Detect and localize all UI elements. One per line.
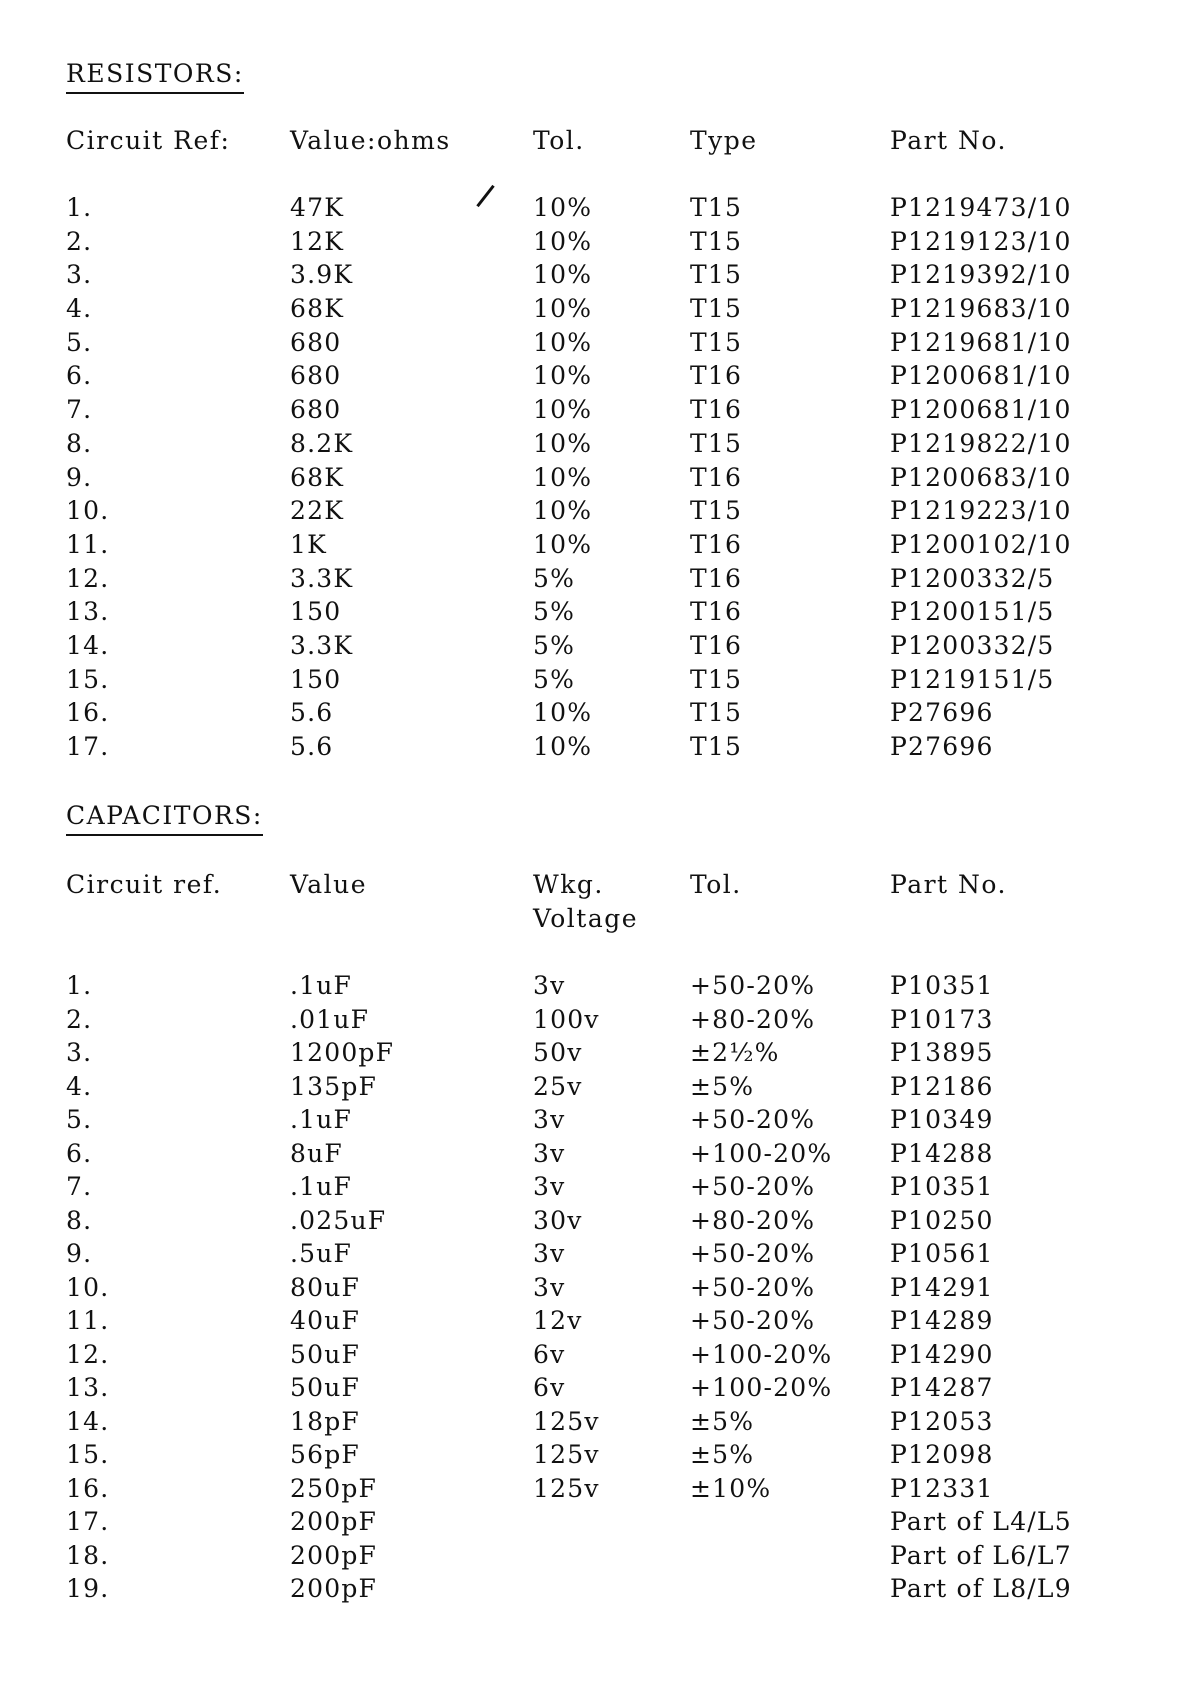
resistor-cell-circuit-ref: 7.	[66, 395, 93, 425]
capacitor-cell-circuit-ref: 14.	[66, 1406, 110, 1436]
resistor-cell-value: 12K	[290, 226, 345, 256]
capacitor-row	[0, 1539, 1191, 1573]
capacitors-col-circuit-ref: Circuit ref.	[66, 870, 223, 899]
capacitor-row	[0, 1304, 1191, 1338]
capacitor-cell-circuit-ref: 5.	[66, 1105, 93, 1134]
resistor-cell-col3: 5%	[533, 630, 576, 660]
resistor-cell-col3: 10%	[533, 361, 593, 391]
capacitor-cell-circuit-ref: 8.	[66, 1205, 93, 1235]
capacitor-cell-col4: +100-20%	[690, 1339, 833, 1369]
resistor-cell-col4: T16	[690, 395, 743, 425]
resistor-cell-part-no: P1200102/10	[890, 529, 1072, 559]
resistor-cell-col4: T15	[690, 260, 743, 290]
capacitor-cell-col3: 125v	[533, 1406, 600, 1436]
resistor-cell-part-no: P1219392/10	[890, 260, 1072, 290]
capacitor-row	[0, 1204, 1191, 1238]
capacitor-cell-col4: +50-20%	[690, 1306, 816, 1335]
capacitor-cell-part-no: P12098	[890, 1440, 994, 1469]
resistor-cell-circuit-ref: 13.	[66, 597, 110, 627]
resistor-cell-value: 150	[290, 597, 342, 627]
capacitor-cell-col3: 30v	[533, 1205, 583, 1235]
capacitor-cell-part-no: P10349	[890, 1105, 994, 1134]
capacitor-cell-col4: +50-20%	[690, 1272, 816, 1302]
resistors-heading: RESISTORS:	[66, 58, 244, 94]
resistor-cell-part-no: P1200681/10	[890, 395, 1072, 425]
capacitor-cell-circuit-ref: 15.	[66, 1440, 110, 1469]
resistor-row	[0, 225, 1191, 259]
resistor-cell-col3: 10%	[533, 395, 593, 425]
capacitor-cell-circuit-ref: 13.	[66, 1373, 110, 1402]
resistor-cell-value: 1K	[290, 529, 327, 559]
capacitor-cell-part-no: P10561	[890, 1239, 994, 1268]
resistor-cell-col4: T15	[690, 698, 743, 728]
capacitor-cell-value: 135pF	[290, 1071, 378, 1101]
resistor-row	[0, 595, 1191, 629]
resistor-row	[0, 629, 1191, 663]
resistor-cell-value: 22K	[290, 496, 345, 526]
resistor-cell-circuit-ref: 2.	[66, 226, 93, 256]
resistors-col-tol: Tol.	[533, 126, 585, 155]
resistor-cell-col3: 10%	[533, 327, 593, 357]
resistor-cell-value: 3.3K	[290, 630, 354, 660]
resistor-cell-value: 680	[290, 395, 342, 425]
resistor-row	[0, 696, 1191, 730]
resistor-cell-col3: 10%	[533, 193, 593, 222]
capacitors-col-value: Value	[290, 870, 368, 899]
capacitor-cell-value: 200pF	[290, 1574, 378, 1603]
capacitor-row	[0, 1003, 1191, 1037]
resistor-cell-col3: 10%	[533, 732, 593, 761]
resistor-cell-col4: T16	[690, 462, 743, 492]
resistor-cell-col3: 5%	[533, 597, 576, 627]
capacitor-cell-col4: ±5%	[690, 1440, 755, 1469]
capacitor-cell-value: 200pF	[290, 1540, 378, 1570]
resistor-cell-part-no: P1219683/10	[890, 294, 1072, 324]
resistor-cell-value: 680	[290, 327, 342, 357]
resistor-cell-value: 150	[290, 664, 342, 694]
capacitor-cell-col4: ±10%	[690, 1473, 772, 1503]
resistor-cell-part-no: P1200332/5	[890, 630, 1055, 660]
capacitor-cell-value: 56pF	[290, 1440, 360, 1469]
capacitor-cell-part-no: P14290	[890, 1339, 994, 1369]
capacitors-heading: CAPACITORS:	[66, 800, 263, 836]
capacitor-cell-value: .1uF	[290, 1172, 353, 1201]
resistor-cell-col3: 10%	[533, 529, 593, 559]
capacitor-cell-part-no: P14288	[890, 1138, 994, 1168]
resistor-row	[0, 663, 1191, 697]
capacitor-cell-circuit-ref: 11.	[66, 1306, 110, 1335]
capacitor-cell-part-no: Part of L8/L9	[890, 1574, 1072, 1603]
resistor-cell-value: 8.2K	[290, 428, 354, 458]
capacitor-cell-circuit-ref: 3.	[66, 1038, 93, 1067]
resistor-cell-value: 47K	[290, 193, 345, 222]
resistor-cell-col4: T15	[690, 226, 743, 256]
capacitors-col-wkg: Wkg.	[533, 870, 604, 899]
capacitor-cell-circuit-ref: 12.	[66, 1339, 110, 1369]
capacitor-cell-part-no: P13895	[890, 1038, 994, 1067]
resistors-col-circuit-ref: Circuit Ref:	[66, 126, 231, 155]
resistor-cell-col4: T16	[690, 529, 743, 559]
capacitor-cell-part-no: P12331	[890, 1473, 994, 1503]
capacitor-cell-value: .025uF	[290, 1205, 387, 1235]
capacitor-cell-circuit-ref: 6.	[66, 1138, 93, 1168]
capacitor-cell-col4: +50-20%	[690, 971, 816, 1000]
capacitor-cell-value: 8uF	[290, 1138, 343, 1168]
capacitor-cell-part-no: P14289	[890, 1306, 994, 1335]
capacitor-cell-value: .1uF	[290, 1105, 353, 1134]
capacitor-cell-part-no: P14287	[890, 1373, 994, 1402]
capacitor-row	[0, 1338, 1191, 1372]
resistor-row	[0, 562, 1191, 596]
capacitor-cell-value: 200pF	[290, 1507, 378, 1536]
capacitor-cell-part-no: P10173	[890, 1004, 994, 1034]
resistor-cell-col3: 5%	[533, 664, 576, 694]
resistor-cell-circuit-ref: 14.	[66, 630, 110, 660]
resistor-cell-circuit-ref: 4.	[66, 294, 93, 324]
resistor-cell-col3: 10%	[533, 428, 593, 458]
resistor-cell-col4: T15	[690, 664, 743, 694]
capacitor-row	[0, 1572, 1191, 1606]
capacitor-row	[0, 969, 1191, 1003]
capacitor-cell-col3: 125v	[533, 1440, 600, 1469]
resistor-cell-circuit-ref: 9.	[66, 462, 93, 492]
resistor-cell-circuit-ref: 11.	[66, 529, 110, 559]
capacitor-row	[0, 1070, 1191, 1104]
resistor-cell-col3: 5%	[533, 563, 576, 593]
capacitor-cell-value: 50uF	[290, 1339, 361, 1369]
resistor-cell-part-no: P1219822/10	[890, 428, 1072, 458]
resistor-cell-part-no: P1200332/5	[890, 563, 1055, 593]
capacitor-cell-col3: 3v	[533, 1272, 566, 1302]
capacitor-cell-col4: +100-20%	[690, 1373, 833, 1402]
capacitor-cell-value: .01uF	[290, 1004, 370, 1034]
resistor-cell-circuit-ref: 15.	[66, 664, 110, 694]
capacitor-cell-col4: +80-20%	[690, 1205, 816, 1235]
capacitor-cell-circuit-ref: 9.	[66, 1239, 93, 1268]
capacitor-row	[0, 1103, 1191, 1137]
capacitor-cell-col4: ±2½%	[690, 1038, 780, 1067]
resistor-row	[0, 326, 1191, 360]
capacitor-row	[0, 1237, 1191, 1271]
capacitor-cell-part-no: P14291	[890, 1272, 994, 1302]
resistor-cell-part-no: P1219151/5	[890, 664, 1055, 694]
resistor-cell-part-no: P1219473/10	[890, 193, 1072, 222]
capacitor-cell-col3: 3v	[533, 1239, 566, 1268]
capacitor-cell-value: .1uF	[290, 971, 353, 1000]
capacitor-cell-circuit-ref: 19.	[66, 1574, 110, 1603]
capacitor-cell-circuit-ref: 2.	[66, 1004, 93, 1034]
resistor-cell-value: 5.6	[290, 698, 334, 728]
capacitor-cell-col3: 3v	[533, 971, 566, 1000]
resistor-cell-part-no: P1200683/10	[890, 462, 1072, 492]
capacitor-cell-col4: ±5%	[690, 1406, 755, 1436]
capacitor-cell-value: 50uF	[290, 1373, 361, 1402]
capacitor-cell-value: 1200pF	[290, 1038, 395, 1067]
capacitor-cell-col4: +100-20%	[690, 1138, 833, 1168]
capacitor-cell-value: 18pF	[290, 1406, 360, 1436]
resistor-cell-part-no: P1200151/5	[890, 597, 1055, 627]
resistor-cell-part-no: P1219223/10	[890, 496, 1072, 526]
capacitor-cell-circuit-ref: 10.	[66, 1272, 110, 1302]
capacitor-row	[0, 1137, 1191, 1171]
capacitor-cell-col3: 100v	[533, 1004, 600, 1034]
resistor-row	[0, 393, 1191, 427]
resistor-cell-value: 680	[290, 361, 342, 391]
capacitors-col-tol: Tol.	[690, 870, 742, 899]
resistor-cell-circuit-ref: 8.	[66, 428, 93, 458]
capacitor-row	[0, 1036, 1191, 1070]
capacitor-cell-col4: +50-20%	[690, 1105, 816, 1134]
resistor-cell-col3: 10%	[533, 260, 593, 290]
capacitor-cell-value: 80uF	[290, 1272, 361, 1302]
resistor-cell-col4: T15	[690, 193, 743, 222]
resistor-cell-col4: T15	[690, 496, 743, 526]
capacitor-row	[0, 1271, 1191, 1305]
capacitor-cell-part-no: P10250	[890, 1205, 994, 1235]
resistor-row	[0, 494, 1191, 528]
resistor-cell-col4: T15	[690, 428, 743, 458]
capacitor-cell-circuit-ref: 7.	[66, 1172, 93, 1201]
resistor-row	[0, 191, 1191, 225]
capacitor-cell-col3: 3v	[533, 1172, 566, 1201]
resistor-cell-part-no: P1219123/10	[890, 226, 1072, 256]
resistor-cell-col4: T15	[690, 732, 743, 761]
capacitors-col-part-no: Part No.	[890, 870, 1007, 899]
capacitor-cell-col3: 3v	[533, 1138, 566, 1168]
capacitor-row	[0, 1405, 1191, 1439]
resistor-cell-circuit-ref: 3.	[66, 260, 93, 290]
capacitor-cell-circuit-ref: 4.	[66, 1071, 93, 1101]
resistor-cell-circuit-ref: 10.	[66, 496, 110, 526]
capacitor-cell-circuit-ref: 17.	[66, 1507, 110, 1536]
resistor-cell-value: 5.6	[290, 732, 334, 761]
capacitor-cell-circuit-ref: 16.	[66, 1473, 110, 1503]
capacitor-cell-value: .5uF	[290, 1239, 353, 1268]
resistor-cell-part-no: P1219681/10	[890, 327, 1072, 357]
capacitor-cell-col3: 125v	[533, 1473, 600, 1503]
resistor-cell-col4: T16	[690, 563, 743, 593]
capacitor-cell-col3: 6v	[533, 1373, 566, 1402]
resistor-row	[0, 292, 1191, 326]
capacitor-cell-value: 40uF	[290, 1306, 361, 1335]
capacitor-cell-col4: +50-20%	[690, 1172, 816, 1201]
resistor-cell-value: 68K	[290, 462, 345, 492]
capacitor-cell-part-no: P12053	[890, 1406, 994, 1436]
capacitor-cell-col3: 50v	[533, 1038, 583, 1067]
resistor-cell-col4: T16	[690, 597, 743, 627]
capacitor-cell-col4: +50-20%	[690, 1239, 816, 1268]
capacitor-cell-col4: +80-20%	[690, 1004, 816, 1034]
capacitor-row	[0, 1438, 1191, 1472]
capacitor-row	[0, 1505, 1191, 1539]
capacitor-cell-part-no: P10351	[890, 971, 994, 1000]
resistor-cell-circuit-ref: 1.	[66, 193, 93, 222]
resistors-table-body	[0, 191, 1191, 764]
resistor-row	[0, 359, 1191, 393]
resistor-cell-col3: 10%	[533, 294, 593, 324]
capacitor-cell-col3: 3v	[533, 1105, 566, 1134]
resistor-row	[0, 730, 1191, 764]
resistor-cell-col3: 10%	[533, 226, 593, 256]
resistor-cell-circuit-ref: 17.	[66, 732, 110, 761]
capacitor-cell-col4: ±5%	[690, 1071, 755, 1101]
resistor-cell-circuit-ref: 16.	[66, 698, 110, 728]
resistor-cell-part-no: P1200681/10	[890, 361, 1072, 391]
capacitor-cell-circuit-ref: 18.	[66, 1540, 110, 1570]
resistor-cell-col3: 10%	[533, 462, 593, 492]
resistor-cell-col3: 10%	[533, 698, 593, 728]
capacitor-cell-circuit-ref: 1.	[66, 971, 93, 1000]
resistor-cell-part-no: P27696	[890, 698, 994, 728]
capacitors-col-voltage: Voltage	[533, 904, 639, 933]
capacitor-cell-value: 250pF	[290, 1473, 378, 1503]
capacitor-cell-part-no: Part of L4/L5	[890, 1507, 1072, 1536]
resistor-row	[0, 427, 1191, 461]
resistor-row	[0, 528, 1191, 562]
resistor-cell-value: 68K	[290, 294, 345, 324]
resistor-row	[0, 461, 1191, 495]
capacitor-cell-col3: 25v	[533, 1071, 583, 1101]
capacitor-cell-col3: 6v	[533, 1339, 566, 1369]
resistor-cell-col4: T15	[690, 327, 743, 357]
resistor-cell-col4: T15	[690, 294, 743, 324]
resistors-col-value: Value:ohms	[290, 126, 451, 155]
resistor-cell-col3: 10%	[533, 496, 593, 526]
capacitor-cell-part-no: Part of L6/L7	[890, 1540, 1072, 1570]
resistors-col-type: Type	[690, 126, 758, 155]
resistor-cell-circuit-ref: 12.	[66, 563, 110, 593]
capacitors-table-body	[0, 969, 1191, 1606]
capacitor-row	[0, 1170, 1191, 1204]
capacitor-cell-part-no: P12186	[890, 1071, 994, 1101]
resistor-cell-col4: T16	[690, 630, 743, 660]
capacitor-row	[0, 1472, 1191, 1506]
resistor-cell-value: 3.3K	[290, 563, 354, 593]
resistor-row	[0, 258, 1191, 292]
capacitor-row	[0, 1371, 1191, 1405]
resistor-cell-value: 3.9K	[290, 260, 354, 290]
resistors-col-part-no: Part No.	[890, 126, 1007, 155]
resistor-cell-circuit-ref: 6.	[66, 361, 93, 391]
capacitor-cell-part-no: P10351	[890, 1172, 994, 1201]
capacitor-cell-col3: 12v	[533, 1306, 583, 1335]
resistor-cell-col4: T16	[690, 361, 743, 391]
resistor-cell-part-no: P27696	[890, 732, 994, 761]
resistor-cell-circuit-ref: 5.	[66, 327, 93, 357]
